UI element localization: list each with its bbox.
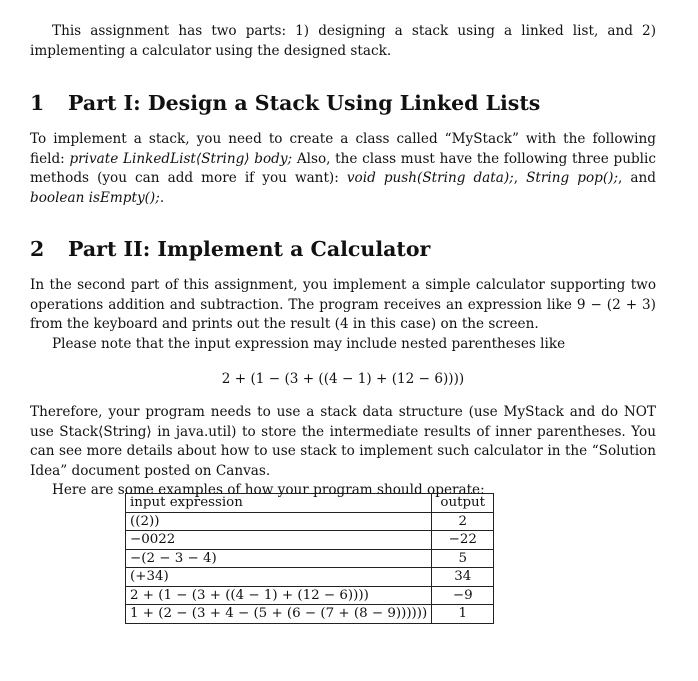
section-2-paragraph-2: Please note that the input expression may include nested parentheses like <box>52 335 566 352</box>
table-row <box>126 512 494 531</box>
examples-table <box>125 493 494 624</box>
row-input: 2 + (1 − (3 + ((4 − 1) + (12 − 6)))) <box>126 586 432 605</box>
row-output: 2 <box>432 512 494 531</box>
table-header-row <box>126 494 494 513</box>
row-output: −9 <box>432 586 494 605</box>
section-2-body-continued <box>30 403 656 501</box>
row-input: −0022 <box>126 531 432 550</box>
section-2-paragraph-3: Therefore, your program needs to use a stack data structure (use MyStack and do NOT use Stack⟨String⟩ in java.util) to store the intermediate results of inner parentheses. You can see more details about how to use stack to implement such calculator in the “Solution Idea” document posted on Canvas. <box>30 404 656 479</box>
section-2-body <box>30 276 656 354</box>
table-row <box>126 568 494 587</box>
method-separator-1: , <box>513 170 527 186</box>
header-input-expression: input expression <box>126 494 432 513</box>
row-input: 1 + (2 − (3 + 4 − (5 + (6 − (7 + (8 − 9)))))) <box>126 605 432 624</box>
section-2-heading <box>30 236 430 262</box>
section-1-text-a: To implement a stack, you need to create a class called “MyStack” with the following field: <box>30 131 656 167</box>
method-push: void push(String data); <box>346 170 514 186</box>
section-1-end: . <box>159 189 165 206</box>
table-row <box>126 549 494 568</box>
field-declaration: private LinkedList⟨String⟩ body; <box>69 150 293 167</box>
table-row <box>126 586 494 605</box>
row-input: ((2)) <box>126 512 432 531</box>
row-output: 1 <box>432 605 494 624</box>
row-output: 5 <box>432 549 494 568</box>
header-output: output <box>432 494 494 513</box>
row-output: −22 <box>432 531 494 550</box>
table-row <box>126 605 494 624</box>
section-2-number: 2 <box>30 237 45 261</box>
row-input: (+34) <box>126 568 432 587</box>
method-is-empty: boolean isEmpty(); <box>30 189 160 206</box>
section-1-heading <box>30 90 540 116</box>
section-2-paragraph-1: In the second part of this assignment, you implement a simple calculator supporting two operations addition and subtraction. The program receives an expression like 9 − (2 + 3) from the keyboard and prints out the result (4 in this case) on the screen. <box>30 277 656 332</box>
display-equation: 2 + (1 − (3 + ((4 − 1) + (12 − 6)))) <box>221 371 465 387</box>
intro-paragraph: This assignment has two parts: 1) designing a stack using a linked list, and 2) implementing a calculator using the designed stack. <box>30 23 656 59</box>
section-1-number: 1 <box>30 91 45 115</box>
method-separator-2: , and <box>618 170 656 186</box>
row-input: −(2 − 3 − 4) <box>126 549 432 568</box>
section-1-text-b: Also, the class must have the following three public methods (you can add more if you want): <box>30 150 656 186</box>
table-row <box>126 531 494 550</box>
method-pop: String pop(); <box>526 170 619 186</box>
row-output: 34 <box>432 568 494 587</box>
section-1-paragraph <box>30 130 656 208</box>
section-1-title: Part I: Design a Stack Using Linked Lists <box>68 91 541 115</box>
section-2-paragraph-4: Here are some examples of how your program should operate: <box>52 482 485 498</box>
section-2-title: Part II: Implement a Calculator <box>68 237 431 261</box>
